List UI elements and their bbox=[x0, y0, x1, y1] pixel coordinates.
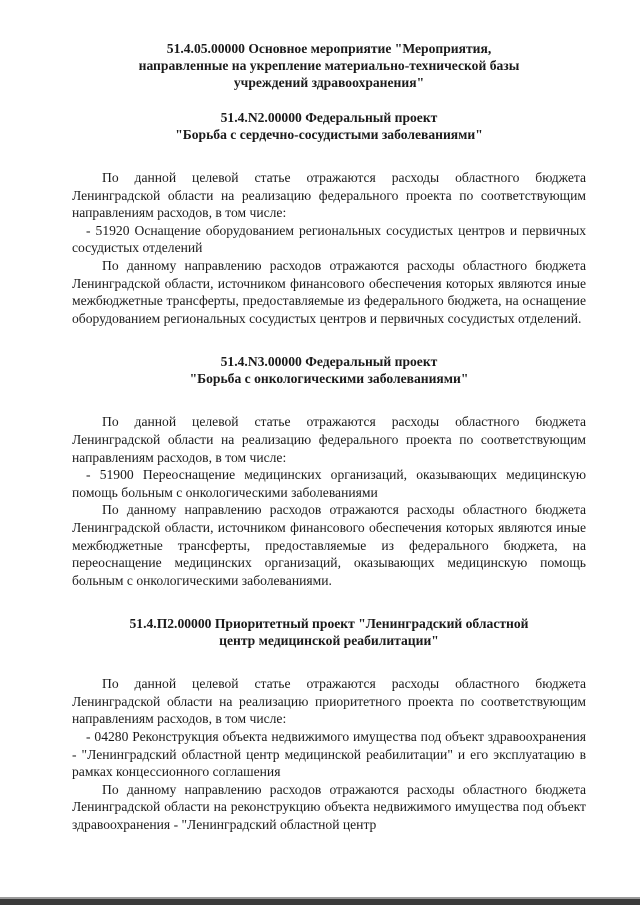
section-51-4-n3 bbox=[72, 353, 586, 589]
expense-item: - 51900 Переоснащение медицинских организаций, оказывающих медицинскую помощь больным с онкологическими заболеваниями bbox=[72, 467, 586, 500]
heading-line: 51.4.05.00000 Основное мероприятие "Мероприятия, bbox=[166, 41, 492, 56]
heading-line: центр медицинской реабилитации" bbox=[219, 633, 439, 649]
section-heading bbox=[72, 615, 586, 649]
heading-line: учреждений здравоохранения" bbox=[233, 75, 425, 90]
document-page bbox=[72, 40, 586, 834]
expense-item: - 04280 Реконструкция объекта недвижимого имущества под объект здравоохранения - "Ленинградский областной центр медицинской реабилитации" и его эксплуатацию в рамках концессионного соглашения bbox=[72, 729, 586, 780]
detail-paragraph: По данному направлению расходов отражаются расходы областного бюджета Ленинградской области на реконструкцию объекта недвижимого имущества под объект здравоохранения - "Ленинградский областной центр bbox=[72, 781, 586, 833]
heading-line: 51.4.N3.00000 Федеральный проект bbox=[220, 354, 438, 370]
section-heading bbox=[72, 109, 586, 143]
heading-line: "Борьба с сердечно-сосудистыми заболеваниями" bbox=[175, 127, 483, 142]
scan-edge-dark bbox=[0, 899, 640, 905]
detail-paragraph: По данному направлению расходов отражаются расходы областного бюджета Ленинградской области, источником финансового обеспечения которых являются иные межбюджетные трансферты, предоставляемые из федерального бюджета, на оснащение оборудованием региональных сосудистых центров и первичных сосудистых отделений. bbox=[72, 257, 586, 326]
heading-line: направленные на укрепление материально-технической базы bbox=[138, 58, 520, 73]
intro-paragraph: По данной целевой статье отражаются расходы областного бюджета Ленинградской области на реализацию федерального проекта по соответствующим направлениям расходов, в том числе: bbox=[72, 170, 586, 221]
section-heading bbox=[72, 353, 586, 387]
heading-line: "Борьба с онкологическими заболеваниями" bbox=[189, 371, 469, 387]
intro-paragraph: По данной целевой статье отражаются расходы областного бюджета Ленинградской области на реализацию приоритетного проекта по соответствующим направлениям расходов, в том числе: bbox=[72, 676, 586, 727]
detail-paragraph: По данному направлению расходов отражаются расходы областного бюджета Ленинградской области, источником финансового обеспечения которых являются иные межбюджетные трансферты, предоставляемые из федерального бюджета, на переоснащение медицинских организаций, оказывающих медицинскую помощь больным с онкологическими заболеваниями. bbox=[72, 502, 586, 588]
section-51-4-p2 bbox=[72, 615, 586, 833]
heading-line: 51.4.П2.00000 Приоритетный проект "Ленинградский областной bbox=[129, 616, 529, 632]
section-heading bbox=[72, 40, 586, 91]
intro-paragraph: По данной целевой статье отражаются расходы областного бюджета Ленинградской области на реализацию федерального проекта по соответствующим направлениям расходов, в том числе: bbox=[72, 414, 586, 465]
section-51-4-05 bbox=[72, 40, 586, 91]
expense-item: - 51920 Оснащение оборудованием региональных сосудистых центров и первичных сосудистых отделений bbox=[72, 222, 586, 256]
heading-line: 51.4.N2.00000 Федеральный проект bbox=[220, 110, 438, 125]
section-51-4-n2 bbox=[72, 109, 586, 327]
